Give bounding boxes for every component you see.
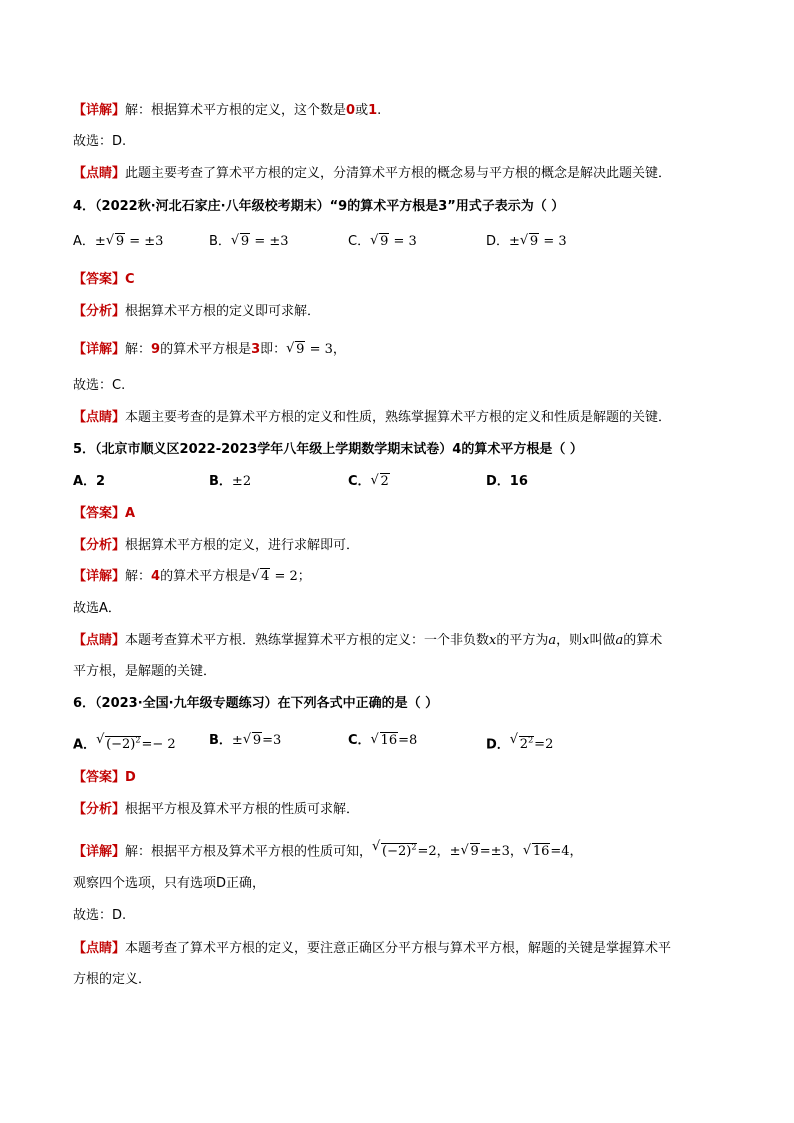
q5-option-c: C．√ 2 xyxy=(348,472,390,492)
q5-select: 故选A． xyxy=(73,601,121,616)
q5-option-a: A．2 xyxy=(73,474,106,489)
q5-detail: 【详解】解：4的算术平方根是√ 4 = 2； xyxy=(73,567,311,587)
q4-detail: 【详解】解：9的算术平方根是3即：√ 9 = 3， xyxy=(73,340,346,360)
q6-detail: 【详解】解：根据平方根及算术平方根的性质可知，√ $(-2)^2=2$，±√ 9=±3，√ 16=4， xyxy=(73,838,583,862)
q6-select: 故选：D. xyxy=(73,908,127,923)
question-4: 4．（2022秋·河北石家庄·八年级校考期末）“9的算术平方根是3”用式子表示为（ ） xyxy=(73,199,565,214)
question-5: 5．（北京市顺义区2022-2023学年八年级上学期数学期末试卷）4的算术平方根是（ ） xyxy=(73,442,583,457)
q5-comment-cont: 平方根，是解题的关键． xyxy=(73,664,217,679)
answer-select-line: 故选：D. xyxy=(73,134,127,149)
q4-option-b: B．√ 9 = ±3 xyxy=(209,232,289,252)
q6-answer: 【答案】D xyxy=(73,770,136,785)
q6-option-c: C．√ 16=8 xyxy=(348,731,417,751)
q5-comment: 【点睛】本题考查算术平方根．熟练掌握算术平方根的定义：一个非负数x的平方为a，则x叫做a的算术 xyxy=(73,633,663,648)
q6-analysis: 【分析】根据平方根及算术平方根的性质可求解． xyxy=(73,802,360,817)
q5-answer: 【答案】A xyxy=(73,506,136,521)
q4-option-a: A．±√ 9 = ±3 xyxy=(73,232,163,252)
q4-option-d: D．±√ 9 = 3 xyxy=(486,232,567,252)
detail-tag: 【详解】 xyxy=(73,103,126,118)
q4-answer: 【答案】C xyxy=(73,272,135,287)
q4-comment: 【点睛】本题主要考查的是算术平方根的定义和性质，熟练掌握算术平方根的定义和性质是解题的关键． xyxy=(73,410,672,425)
q4-analysis: 【分析】根据算术平方根的定义即可求解． xyxy=(73,304,321,319)
comment-line: 【点睛】此题主要考查了算术平方根的定义，分清算术平方根的概念易与平方根的概念是解决此题关键． xyxy=(73,166,672,181)
q5-option-b: B．±2 xyxy=(209,474,252,489)
question-6: 6．（2023·全国·九年级专题练习）在下列各式中正确的是（ ） xyxy=(73,696,439,711)
q6-option-d: D．√ $2^2=2$ xyxy=(486,731,553,755)
q5-option-d: D．16 xyxy=(486,474,528,489)
q6-option-a: A．√ $(-2)^2=- 2$ xyxy=(73,731,176,755)
q6-option-b: B．±√ 9=3 xyxy=(209,731,281,751)
q5-analysis: 【分析】根据算术平方根的定义，进行求解即可． xyxy=(73,538,360,553)
analysis-line: 【详解】解：根据算术平方根的定义，这个数是0或1. xyxy=(73,103,382,118)
q6-comment: 【点睛】本题考查了算术平方根的定义，要注意正确区分平方根与算术平方根，解题的关键是掌握算术平 xyxy=(73,941,672,956)
q4-select: 故选：C. xyxy=(73,378,126,393)
q6-comment-cont: 方根的定义． xyxy=(73,972,152,987)
q4-option-c: C．√ 9 = 3 xyxy=(348,232,417,252)
q6-observe: 观察四个选项，只有选项D正确， xyxy=(73,876,266,891)
